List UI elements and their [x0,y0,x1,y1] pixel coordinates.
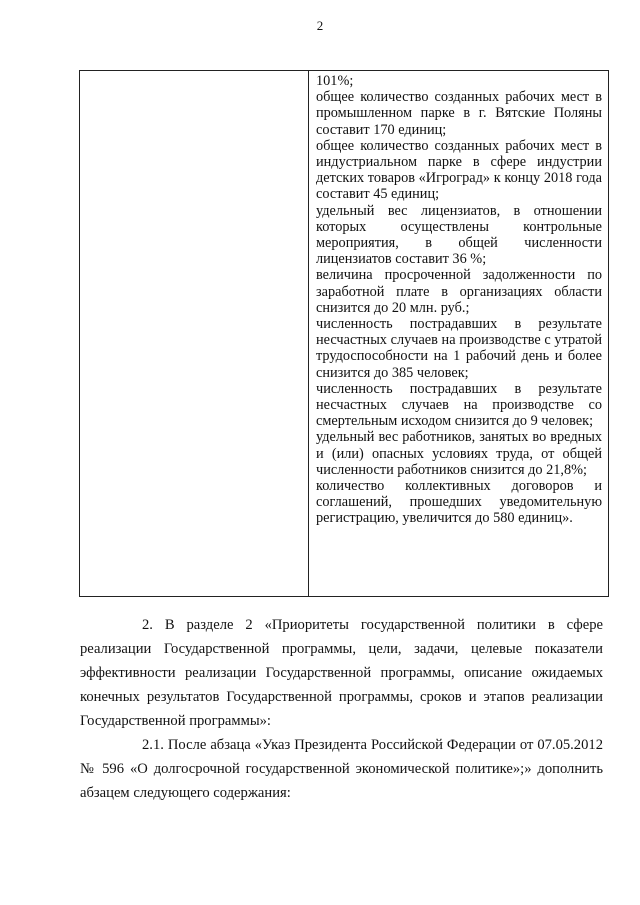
indicator-item: удельный вес лицензиатов, в отношении которых осуществлены контрольные мероприятия, в общей численности лицензиатов составит 36 %; [316,202,602,268]
page-number: 2 [316,18,324,33]
table-cell-right [309,71,609,597]
indicator-item: общее количество созданных рабочих мест в промышленном парке в г. Вятские Поляны составит 170 единиц; [316,89,602,138]
content-table [79,70,609,597]
indicator-item: количество коллективных договоров и соглашений, прошедших уведомительную регистрацию, увеличится до 580 единиц». [316,478,602,527]
indicator-item: удельный вес работников, занятых во вредных и (или) опасных условиях труда, от общей численности работников снизится до 21,8%; [316,429,602,478]
body-text [80,613,603,805]
indicator-item: общее количество созданных рабочих мест в индустриальном парке в сфере индустрии детских товаров «Игроград» к концу 2018 года составит 45 единиц; [316,137,602,203]
table-cell-left [80,71,309,597]
indicator-item: численность пострадавших в результате несчастных случаев на производстве с утратой трудоспособности на 1 рабочий день и более снизится до 385 человек; [316,316,602,381]
paragraph: 2. В разделе 2 «Приоритеты государственной политики в сфере реализации Государственной программы, цели, задачи, целевые показатели эффективности реализации Государственной программы, описание ожидаемых конечных результатов Государственной программы, сроков и этапов реализации Государственной программы»: [80,617,603,729]
indicator-item: 101%; [316,73,354,89]
indicator-item: численность пострадавших в результате несчастных случаев на производстве со смертельным исходом снизится до 9 человек; [316,380,602,430]
indicator-item: величина просроченной задолженности по заработной плате в организациях области снизится до 20 млн. руб.; [316,267,602,316]
table-row [80,71,609,597]
paragraph: 2.1. После абзаца «Указ Президента Российской Федерации от 07.05.2012 № 596 «О долгосрочной государственной экономической политике»;» дополнить абзацем следующего содержания: [80,737,603,801]
